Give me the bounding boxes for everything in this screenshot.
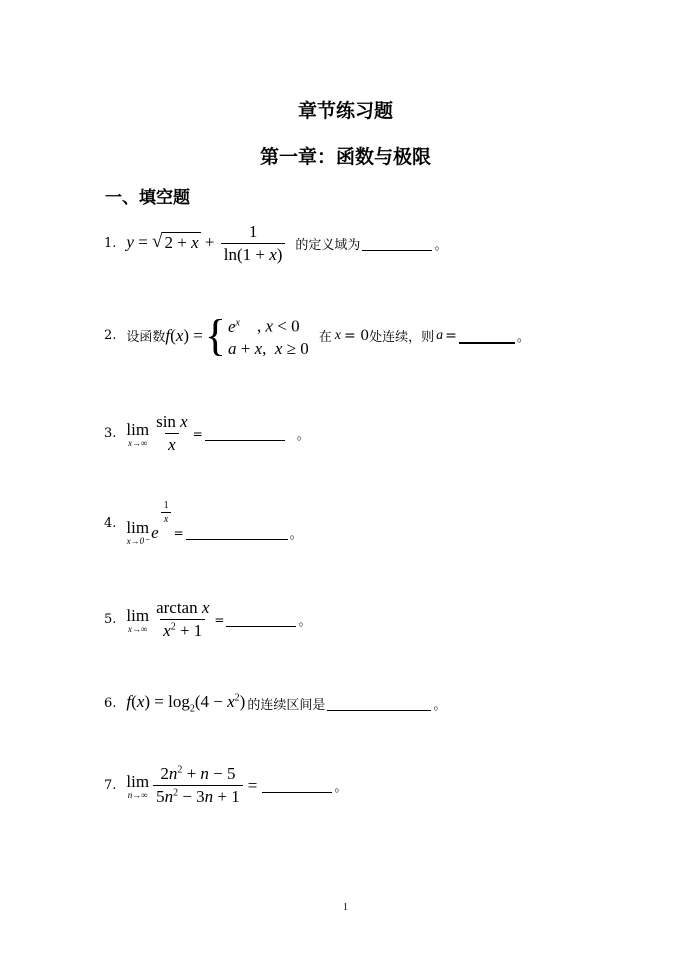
problem-1: 1. y = √ 2 + x + $\frac{1}{\ln(1 + x)}$ 的定义域为 。 (104, 222, 448, 264)
answer-blank[interactable] (327, 696, 431, 711)
problem-2: 2. 设函数 f ( x ) = { $e^x$ , x < 0 a + x, x ≥ 0 在 x = 0 处连续，则 a = 。 (104, 310, 530, 360)
problem-number: 1. (104, 236, 117, 251)
formula: y = √ 2 + x + $\frac{1}{\ln(1 + x)}$ (126, 222, 287, 265)
page-title: 章节练习题 (297, 100, 393, 122)
answer-blank[interactable] (459, 328, 515, 344)
problem-5: 5. lim x→∞ $\frac{\text{arctan x}}{x^2 + 1}$ = 。 (104, 598, 312, 640)
answer-blank[interactable] (186, 525, 288, 540)
problem-number: 4. (104, 516, 117, 531)
answer-blank[interactable] (226, 612, 296, 627)
formula: f ( x ) = { $e^x$ , x < 0 a + x, x ≥ 0 (165, 310, 309, 360)
problem-number: 2. (104, 328, 117, 344)
answer-blank[interactable] (262, 778, 332, 793)
problem-7: 7. lim n→∞ $\frac{2n^2 + n - 5}{5n^2 - 3n + 1}$ = 。 (104, 764, 348, 806)
problem-number: 3. (104, 426, 117, 441)
problem-6: 6. $f(x) = \log_2(4 - x^2)$ 的连续区间是 。 (104, 692, 447, 715)
formula: $f(x) = \log_2(4 - x^2)$ (126, 692, 246, 715)
problem-4: 4. lim x→0⁻ e $\frac{1}{x}$ = 。 (104, 500, 303, 546)
answer-blank[interactable] (362, 236, 432, 251)
section-heading: 一、填空题 (105, 188, 190, 208)
problem-number: 6. (104, 695, 117, 711)
page-number: 1 (343, 902, 348, 913)
chapter-title: 第一章：函数与极限 (259, 146, 431, 168)
problem-number: 5. (104, 612, 117, 627)
answer-blank[interactable] (205, 426, 285, 441)
problem-number: 7. (104, 778, 117, 793)
problem-3: 3. lim x→∞ $\frac{\text{sin x}}{x}$ = 。 (104, 412, 310, 454)
